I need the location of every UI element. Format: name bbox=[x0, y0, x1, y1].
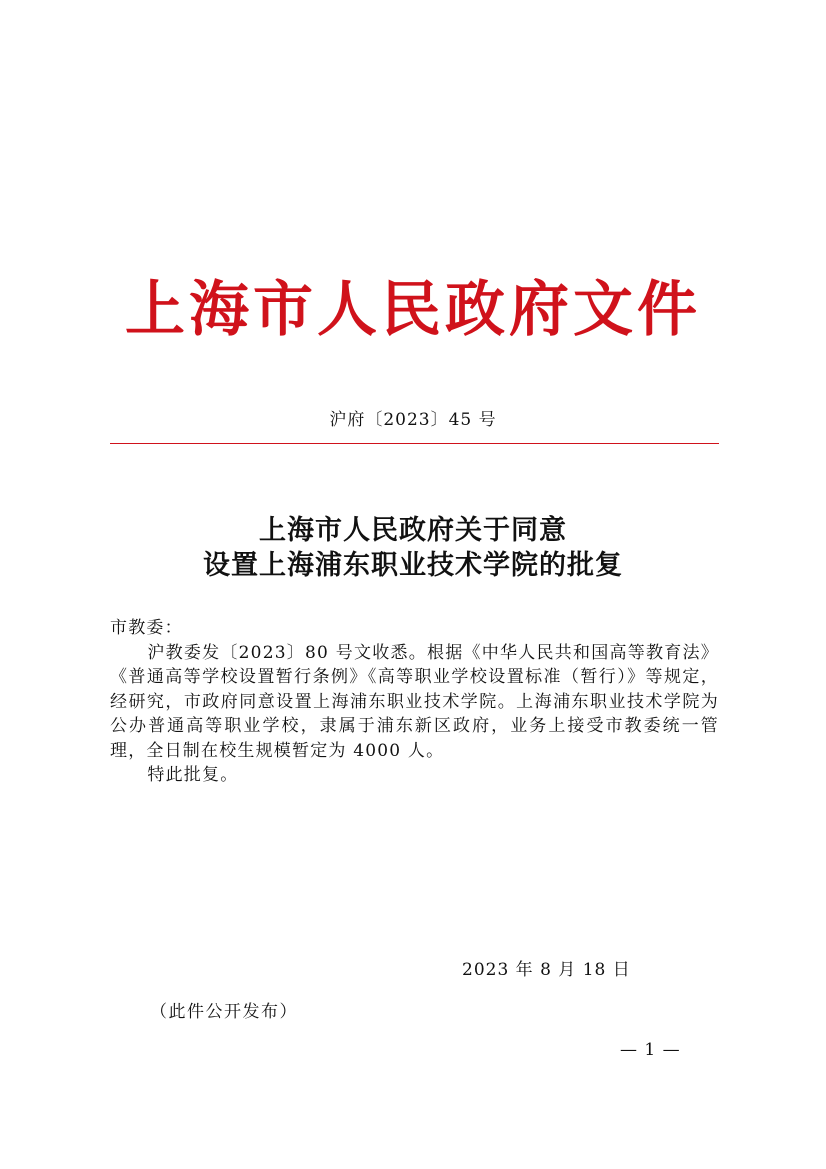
document-number: 沪府〔2023〕45 号 bbox=[329, 410, 497, 430]
document-title bbox=[0, 513, 826, 583]
salutation: 市教委： bbox=[110, 618, 183, 638]
document-title-line-2: 设置上海浦东职业技术学院的批复 bbox=[203, 550, 623, 581]
closing-paragraph: 特此批复。 bbox=[147, 765, 239, 785]
issue-date: 2023 年 8 月 18 日 bbox=[462, 960, 631, 980]
document-title-line-1: 上海市人民政府关于同意 bbox=[259, 515, 567, 546]
document-body bbox=[110, 616, 719, 788]
publication-note: （此件公开发布） bbox=[150, 1002, 298, 1022]
red-divider-line bbox=[110, 443, 719, 444]
page-number: — 1 — bbox=[620, 1040, 681, 1060]
issuer-title: 上海市人民政府文件 bbox=[125, 275, 701, 345]
body-paragraph: 沪教委发〔2023〕80 号文收悉。根据《中华人民共和国高等教育法》《普通高等学校设置暂行条例》《高等职业学校设置标准（暂行）》等规定，经研究，市政府同意设置上海浦东职业技术学院。上海浦东职业技术学院为公办普通高等职业学校，隶属于浦东新区政府，业务上接受市教委统一管理，全日制在校生规模暂定为 4000 人。 bbox=[110, 642, 719, 761]
